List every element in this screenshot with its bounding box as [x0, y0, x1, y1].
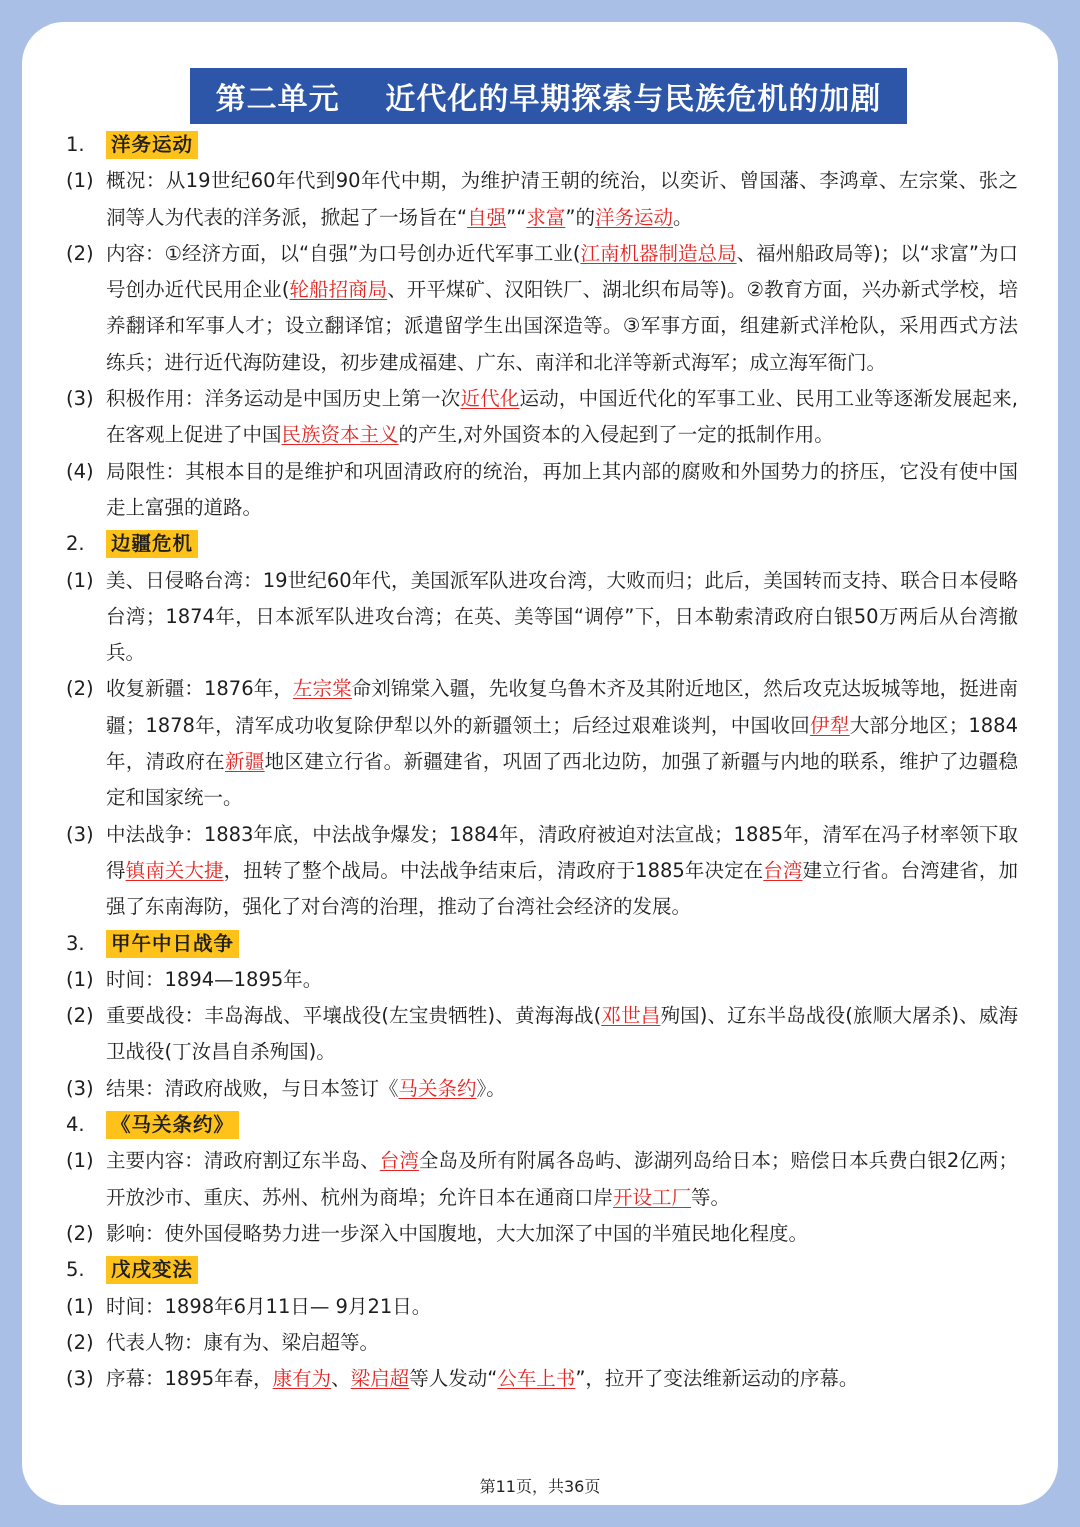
section-heading — [66, 127, 1018, 163]
text-run: 内容：①经济方面，以“自强”为口号创办近代军事工业( — [106, 241, 581, 265]
section-heading — [66, 926, 1018, 962]
item-text — [106, 998, 1018, 1071]
text-run: 全岛及所有附属各岛屿、澎湖列岛给日本；赔偿日本兵费白银2亿两；开放沙市、重庆、苏州、杭州为商埠；允许日本在通商口岸 — [106, 1149, 1018, 1209]
text-run: 等。 — [691, 1185, 731, 1209]
list-item — [66, 1325, 1018, 1361]
item-text — [106, 1071, 1018, 1107]
text-run: 命刘锦棠入疆，先收复乌鲁木齐及其附近地区，然后攻克达坂城等地，挺进南疆；1878年，清军成功收复除伊犁以外的新疆领土；后经过艰难谈判，中国收回 — [106, 677, 1018, 737]
text-run: 概况：从19世纪60年代到90年代中期，为维护清王朝的统治，以奕䜣、曾国藩、李鸿章、左宗棠、张之洞等人为代表的洋务派，掀起了一场旨在“ — [106, 169, 1018, 229]
item-text — [106, 671, 1018, 816]
text-run: 、 — [331, 1367, 351, 1391]
item-number: (1) — [66, 967, 94, 991]
text-run: 结果：清政府战败，与日本签订《 — [106, 1076, 399, 1100]
text-run: 代表人物：康有为、梁启超等。 — [106, 1330, 380, 1354]
keyword-highlight: 邓世昌 — [601, 1004, 661, 1028]
keyword-highlight: 左宗棠 — [292, 677, 352, 701]
text-run: 收复新疆：1876年， — [106, 677, 293, 701]
text-run: 中法战争：1883年底，中法战争爆发；1884年，清政府被迫对法宣战；1885年，清军在冯子材率领下取得 — [106, 822, 1018, 882]
text-run: ”的 — [565, 205, 595, 229]
item-number: (3) — [66, 1367, 94, 1391]
item-number: (1) — [66, 1149, 94, 1173]
item-text — [106, 454, 1018, 527]
item-number: (2) — [66, 241, 94, 265]
list-item — [66, 817, 1018, 926]
keyword-highlight: 洋务运动 — [594, 205, 673, 229]
list-item — [66, 1361, 1018, 1397]
item-number: (1) — [66, 568, 94, 592]
item-number: (1) — [66, 169, 94, 193]
section-heading — [66, 1252, 1018, 1288]
keyword-highlight: 江南机器制造总局 — [580, 241, 737, 265]
text-run: ”“ — [506, 205, 527, 229]
text-run: 的产生,对外国资本的入侵起到了一定的抵制作用。 — [398, 423, 834, 447]
list-item — [66, 998, 1018, 1071]
item-text — [106, 817, 1018, 926]
page-number: 第11页，共36页 — [479, 1477, 601, 1496]
keyword-highlight: 轮船招商局 — [289, 278, 388, 302]
list-item — [66, 563, 1018, 672]
keyword-highlight: 镇南关大捷 — [125, 858, 224, 882]
text-run: 主要内容：清政府割辽东半岛、 — [106, 1149, 380, 1173]
item-text — [106, 962, 1018, 998]
item-text — [106, 1289, 1018, 1325]
keyword-highlight: 台湾 — [763, 858, 803, 882]
text-run: 、福州船政局等)；以“求富”为口号创办近代民用企业( — [106, 241, 1018, 302]
item-text — [106, 1143, 1018, 1216]
text-run: 影响：使外国侵略势力进一步深入中国腹地，大大加深了中国的半殖民地化程度。 — [106, 1221, 809, 1245]
text-run: 重要战役：丰岛海战、平壤战役(左宝贵牺牲)、黄海海战( — [106, 1004, 602, 1028]
section-title: 戊戌变法 — [106, 1256, 198, 1284]
text-run: ”，拉开了变法维新运动的序幕。 — [575, 1367, 859, 1391]
text-run: 局限性：其根本目的是维护和巩固清政府的统治，再加上其内部的腐败和外国势力的挤压，它没有使中国走上富强的道路。 — [106, 459, 1018, 519]
text-run: 时间：1898年6月11日— 9月21日。 — [106, 1294, 432, 1318]
list-item — [66, 962, 1018, 998]
text-run: ，扭转了整个战局。中法战争结束后，清政府于1885年决定在 — [223, 858, 764, 882]
item-text — [106, 1325, 1018, 1361]
section-title: 边疆危机 — [106, 530, 198, 558]
list-item — [66, 1289, 1018, 1325]
text-run: 殉国)、辽东半岛战役(旅顺大屠杀)、威海卫战役(丁汝昌自杀殉国)。 — [106, 1004, 1018, 1064]
list-item — [66, 1216, 1018, 1252]
section-number: 1. — [66, 133, 85, 156]
section-heading — [66, 1107, 1018, 1143]
item-number: (3) — [66, 822, 94, 846]
keyword-highlight: 新疆 — [225, 750, 265, 774]
text-run: 大部分地区；1884年，清政府在 — [106, 713, 1018, 774]
section-number: 3. — [66, 931, 85, 955]
item-text — [106, 381, 1018, 454]
text-run: 运动，中国近代化的军事工业、民用工业等逐渐发展起来,在客观上促进了中国 — [106, 387, 1018, 447]
item-text — [106, 1216, 1018, 1252]
keyword-highlight: 公车上书 — [497, 1367, 576, 1391]
section-heading — [66, 526, 1018, 562]
item-number: (2) — [66, 1004, 94, 1028]
item-number: (2) — [66, 1330, 94, 1354]
item-text — [106, 236, 1018, 381]
list-item — [66, 1071, 1018, 1107]
section-number: 5. — [66, 1258, 85, 1282]
item-text — [106, 563, 1018, 672]
keyword-highlight: 马关条约 — [398, 1076, 477, 1100]
text-run: 建立行省。台湾建省，加强了东南海防，强化了对台湾的治理，推动了台湾社会经济的发展。 — [106, 858, 1018, 919]
keyword-highlight: 民族资本主义 — [281, 423, 399, 447]
text-run: 等人发动“ — [409, 1367, 498, 1391]
keyword-highlight: 梁启超 — [350, 1367, 410, 1391]
keyword-highlight: 台湾 — [379, 1149, 419, 1173]
keyword-highlight: 康有为 — [272, 1367, 332, 1391]
item-text — [106, 1361, 1018, 1397]
section-number: 4. — [66, 1113, 85, 1137]
keyword-highlight: 自强 — [467, 205, 507, 229]
section-number: 2. — [66, 532, 85, 556]
keyword-highlight: 求富 — [526, 205, 566, 229]
list-item — [66, 1143, 1018, 1216]
text-run: 地区建立行省。新疆建省，巩固了西北边防，加强了新疆与内地的联系，维护了边疆稳定和国家统一。 — [106, 750, 1018, 810]
list-item — [66, 671, 1018, 816]
text-run: 序幕：1895年春， — [106, 1367, 273, 1391]
text-run: 。 — [672, 205, 693, 229]
item-number: (2) — [66, 1221, 94, 1245]
unit-title: 第二单元 近代化的早期探索与民族危机的加剧 — [190, 68, 907, 124]
section-title: 甲午中日战争 — [106, 930, 239, 958]
item-number: (3) — [66, 1076, 94, 1100]
item-number: (2) — [66, 677, 94, 701]
item-text — [106, 163, 1018, 236]
text-run: 积极作用：洋务运动是中国历史上第一次 — [106, 387, 461, 411]
section-title: 洋务运动 — [106, 131, 198, 159]
item-number: (1) — [66, 1294, 94, 1318]
text-run: 时间：1894—1895年。 — [106, 967, 323, 991]
item-number: (3) — [66, 387, 94, 411]
text-run: 、开平煤矿、汉阳铁厂、湖北织布局等)。②教育方面，兴办新式学校，培养翻译和军事人才；设立翻译馆；派遣留学生出国深造等。③军事方面，组建新式洋枪队，采用西式方法练兵；进行近代海防建设，初步建成福建、广东、南洋和北洋等新式海军；成立海军衙门。 — [106, 278, 1018, 374]
keyword-highlight: 伊犁 — [810, 713, 850, 737]
section-title: 《马关条约》 — [106, 1111, 239, 1139]
item-number: (4) — [66, 459, 94, 483]
list-item — [66, 163, 1018, 236]
text-run: 美、日侵略台湾：19世纪60年代，美国派军队进攻台湾，大败而归；此后，美国转而支持、联合日本侵略台湾；1874年，日本派军队进攻台湾；在英、美等国“调停”下，日本勒索清政府白银50万两后从台湾撤兵。 — [106, 568, 1018, 665]
list-item — [66, 381, 1018, 454]
keyword-highlight: 近代化 — [460, 387, 520, 411]
list-item — [66, 236, 1018, 381]
text-run: 》。 — [476, 1076, 506, 1100]
keyword-highlight: 开设工厂 — [613, 1185, 692, 1209]
notes-content — [66, 127, 1018, 1397]
list-item — [66, 454, 1018, 527]
